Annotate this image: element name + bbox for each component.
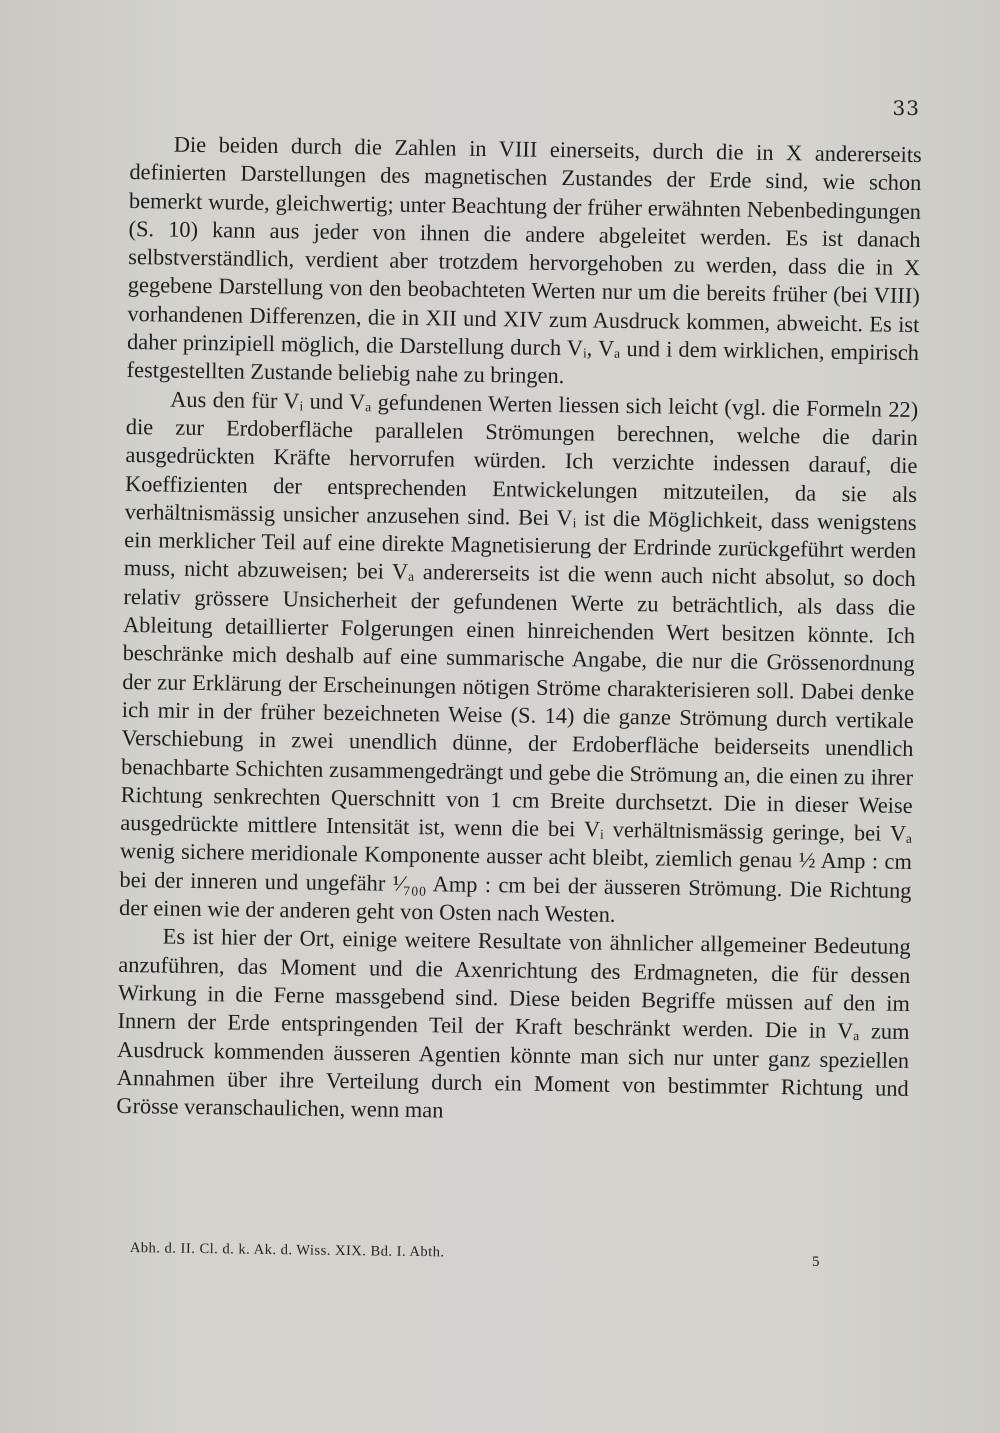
paragraph-1: Die beiden durch die Zahlen in VIII einerseits, durch die in X andererseits definierten Darstellungen des magnetischen Zustandes der Erde sind, wie schon bemerkt wurde, gleichwertig; unter Beachtung der früher erwähnten Nebenbedingungen (S. 10) kann aus jeder von ihnen die andere abgeleitet werden. Es ist danach selbstverständlich, verdient aber trotzdem hervorgehoben zu werden, dass die in X gegebene Darstellung von den beobachteten Werten nur um die bereits früher (bei VIII) vorhandenen Differenzen, die in XII und XIV zum Ausdruck kommen, abweicht. Es ist daher prinzipiell möglich, die Darstellung durch Vᵢ, Vₐ und i dem wirklichen, empirisch festgestellten Zustande beliebig nahe zu bringen. xyxy=(126,131,922,389)
paragraph-3: Es ist hier der Ort, einige weitere Resultate von ähnlicher allgemeiner Bedeutung anzuführen, das Moment und die Axenrichtung des Erdmagneten, die für dessen Wirkung in die Ferne massgebend sind. Diese beiden Begriffe müssen auf den im Innern der Erde entspringenden Teil der Kraft beschränkt werden. Die in Vₐ zum Ausdruck kommenden äusseren Agentien könnte man sich nur unter ganz speziellen Annahmen über ihre Verteilung durch ein Moment von bestimmter Richtung und Grösse veranschaulichen, wenn man xyxy=(116,923,911,1123)
body-text xyxy=(116,130,922,1131)
signature-mark: 5 xyxy=(812,1254,820,1270)
footer-citation: Abh. d. II. Cl. d. k. Ak. d. Wiss. XIX. Bd. I. Abth. xyxy=(129,1240,445,1261)
paragraph-2: Aus den für Vᵢ und Vₐ gefundenen Werten liessen sich leicht (vgl. die Formeln 22) die zur Erdoberfläche parallelen Strömungen berechnen, welche die darin ausgedrückten Kräfte hervorrufen würden. Ich verzichte indessen darauf, die Koeffizienten der entsprechenden Entwickelungen mitzuteilen, da sie als verhältnismässig unsicher anzusehen sind. Bei Vᵢ ist die Möglichkeit, dass wenigstens ein merklicher Teil auf eine direkte Magnetisierung der Erdrinde zurückgeführt werden muss, nicht abzuweisen; bei Vₐ andererseits ist die wenn auch nicht absolut, so doch relativ grössere Unsicherheit der gefundenen Werte zu beträchtlich, als dass die Ableitung detaillierter Folgerungen einen hinreichenden Wert besitzen könnte. Ich beschränke mich deshalb auf eine summarische Angabe, die nur die Grössenordnung der zur Erklärung der Erscheinungen nötigen Ströme charakterisieren soll. Dabei denke ich mir in der früher bezeichneten Weise (S. 14) die ganze Strömung durch vertikale Verschiebung in zwei unendlich dünne, der Erdoberfläche beiderseits unendlich benachbarte Schichten zusammengedrängt und gebe die Strömung an, die einen zu ihrer Richtung senkrechten Querschnitt von 1 cm Breite durchsetzt. Die in dieser Weise ausgedrückte mittlere Intensität ist, wenn die bei Vᵢ verhältnismässig geringe, bei Vₐ wenig sichere meridionale Komponente ausser acht bleibt, ziemlich genau ½ Amp : cm bei der inneren und ungefähr ¹⁄₇₀₀ Amp : cm bei der äusseren Strömung. Die Richtung der einen wie der anderen geht von Osten nach Westen. xyxy=(118,386,919,927)
page-number: 33 xyxy=(892,96,920,120)
